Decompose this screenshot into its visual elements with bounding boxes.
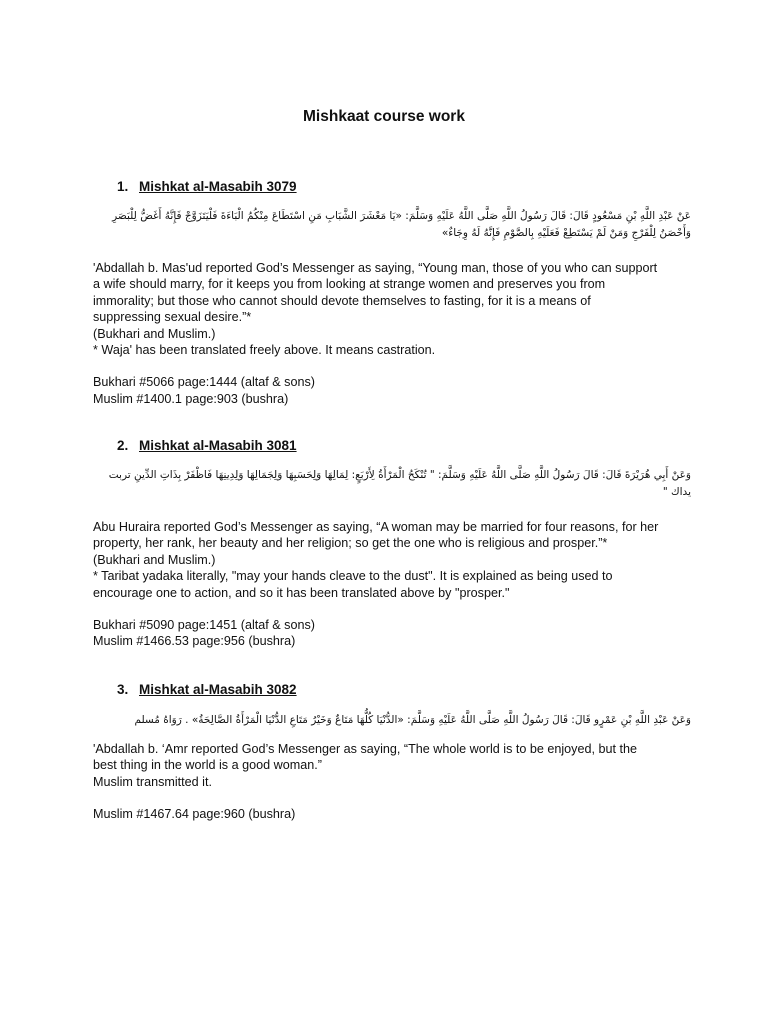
section-title: Mishkat al-Masabih 3082 bbox=[139, 682, 297, 697]
translation-line: property, her rank, her beauty and her religion; so get the one who is religious and prosper.”* bbox=[93, 536, 608, 551]
arabic-text: وَعَنْ عَبْدِ اللَّهِ بْنِ عَمْرٍو قَالَ: قَالَ رَسُولُ اللَّهِ صَلَّى اللَّهُ عَلَيْهِ وَسَلَّمَ: «الدُّنْيَا كُلُّهَا مَتَاعٌ وَخَيْرُ مَتَاعِ الدُّنْيَا الْمَرْأَةُ الصَّالِحَةُ» . رَوَاهُ مُسلم bbox=[134, 714, 691, 726]
translation-line: best thing in the world is a good woman.” bbox=[93, 758, 322, 773]
translation bbox=[93, 519, 683, 601]
translation-line: a wife should marry, for it keeps you from looking at strange women and preserves you from bbox=[93, 277, 606, 292]
hadith-section-2 bbox=[93, 437, 691, 650]
section-title: Mishkat al-Masabih 3081 bbox=[139, 438, 297, 453]
reference-line: Muslim #1400.1 page:903 (bushra) bbox=[93, 391, 289, 406]
translation bbox=[93, 260, 683, 358]
translation-line: suppressing sexual desire.”* bbox=[93, 310, 252, 325]
hadith-section-3 bbox=[93, 681, 691, 823]
section-title: Mishkat al-Masabih 3079 bbox=[139, 179, 297, 194]
translation-line: (Bukhari and Muslim.) bbox=[93, 326, 216, 341]
references bbox=[93, 374, 683, 407]
translation-line: (Bukhari and Muslim.) bbox=[93, 552, 216, 567]
reference-line: Muslim #1466.53 page:956 (bushra) bbox=[93, 634, 296, 649]
references bbox=[93, 806, 683, 822]
translation-line: immorality; but those who cannot should devote themselves to fasting, for it is a means of bbox=[93, 293, 591, 308]
translation-line: Muslim transmitted it. bbox=[93, 774, 212, 789]
section-heading bbox=[117, 681, 683, 699]
page-title: Mishkaat course work bbox=[303, 108, 465, 125]
translation-line: encourage one to action, and so it has been translated above by "prosper." bbox=[93, 585, 510, 600]
section-heading bbox=[117, 178, 683, 196]
section-number: 2. bbox=[117, 438, 129, 453]
translation-line: 'Abdallah b. Mas'ud reported God’s Messenger as saying, “Young man, those of you who can support bbox=[93, 261, 658, 275]
translation-line: Abu Huraira reported God’s Messenger as saying, “A woman may be married for four reasons, for her bbox=[93, 520, 659, 534]
reference-line: Bukhari #5090 page:1451 (altaf & sons) bbox=[93, 618, 315, 633]
translation-line: 'Abdallah b. ‘Amr reported God’s Messenger as saying, “The whole world is to be enjoyed, but the bbox=[93, 742, 637, 756]
reference-line: Bukhari #5066 page:1444 (altaf & sons) bbox=[93, 375, 315, 390]
translation-line: * Waja' has been translated freely above. It means castration. bbox=[93, 343, 436, 358]
arabic-text: وَعَنْ أَبِي هُرَيْرَةَ قَالَ: قَالَ رَسُولُ اللَّهِ صَلَّى اللَّهُ عَلَيْهِ وَسَلَّمَ: " تُنْكَحُ الْمَرْأَةُ لِأَرْبَعٍ: لِمَالِهَا وَلِحَسَبِهَا وَلِجَمَالِهَا وَلِدِينِهَا فَاظْفَرْ بِذَاتِ الدِّينِ تربت يداك " bbox=[108, 469, 691, 498]
hadith-section-1 bbox=[93, 178, 691, 407]
section-number: 1. bbox=[117, 179, 129, 194]
section-heading bbox=[117, 437, 683, 455]
translation-line: * Taribat yadaka literally, "may your hands cleave to the dust". It is explained as being used to bbox=[93, 569, 613, 584]
references bbox=[93, 617, 683, 650]
reference-line: Muslim #1467.64 page:960 (bushra) bbox=[93, 807, 296, 822]
section-number: 3. bbox=[117, 682, 129, 697]
translation bbox=[93, 741, 683, 790]
arabic-text: عَنْ عَبْدِ اللَّهِ بْنِ مَسْعُودٍ قَالَ: قَالَ رَسُولُ اللَّهِ صَلَّى اللَّهُ عَلَيْهِ وَسَلَّمَ: «يَا مَعْشَرَ الشَّبَابِ مَنِ اسْتَطَاعَ مِنْكُمُ الْبَاءَةَ فَلْيَتَزَوَّجْ فَإِنَّهُ أَغَضُّ لِلْبَصَرِ وَأَحْصَنُ لِلْفَرْجِ وَمَنْ لَمْ يَسْتَطِعْ فَعَلَيْهِ بِالصَّوْمِ فَإِنَّهُ لَهُ وِجَاءٌ» bbox=[112, 210, 691, 239]
